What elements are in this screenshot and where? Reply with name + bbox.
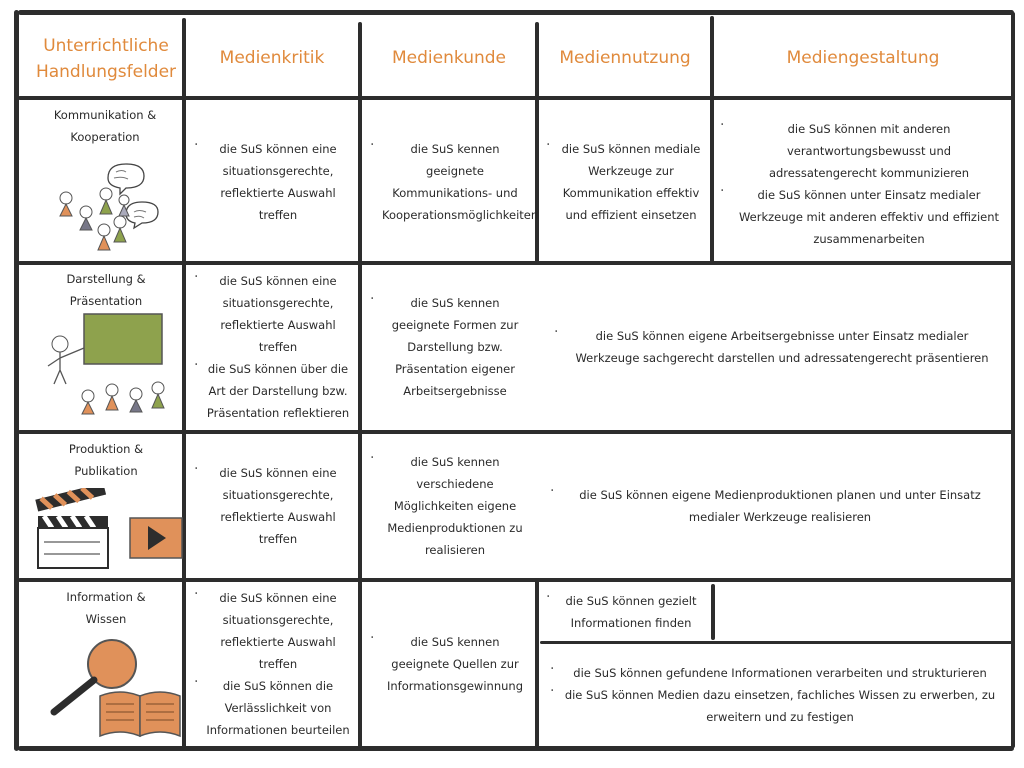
- list-item: · die SuS kennen geeignete Kommunikations- und Kooperationsmöglichkeiten: [366, 138, 532, 226]
- people-chatting-icon: [46, 158, 166, 258]
- grid-line-col3-upper: [535, 22, 539, 264]
- cell-r2-medienkunde: [366, 266, 532, 428]
- header-medienkritik: Medienkritik: [219, 48, 325, 68]
- list-item: · die SuS können eigene Arbeitsergebnisse unter Einsatz medialer Werkzeuge sachgerecht darstellen und adressatengerecht präsentieren: [550, 325, 1002, 369]
- list-item: · die SuS können eine situationsgerechte, reflektierte Auswahl treffen: [190, 587, 354, 675]
- list-item: · die SuS können mit anderen verantwortungsbewusst und adressatengerecht kommunizieren: [716, 118, 1010, 184]
- cell-r2-medienkritik: [190, 266, 354, 428]
- header-mediennutzung: Mediennutzung: [559, 48, 691, 68]
- cell-r1-medienkunde: [366, 104, 539, 260]
- cell-r4-nutzung-gestaltung-bottom: [546, 646, 1002, 744]
- list-item: · die SuS können eine situationsgerechte, reflektierte Auswahl treffen: [190, 462, 354, 550]
- category-produktion: Produktion & Publikation: [68, 442, 144, 478]
- grid-line-col2: [358, 22, 362, 748]
- list-item: · die SuS können gefundene Informationen verarbeiten und strukturieren: [546, 662, 1002, 684]
- list-item: · die SuS können eine situationsgerechte, reflektierte Auswahl treffen: [190, 270, 354, 358]
- header-handlungsfelder: Unterrichtliche Handlungsfelder: [35, 36, 177, 82]
- list-item: · die SuS können mediale Werkzeuge zur Kommunikation effektiv und effizient einsetzen: [542, 138, 708, 226]
- list-item: · die SuS können gezielt Informationen finden: [542, 590, 708, 634]
- grid-line-top: [18, 10, 1014, 15]
- cell-r3-nutzung-gestaltung: [546, 436, 1002, 576]
- list-item: · die SuS können über die Art der Darstellung bzw. Präsentation reflektieren: [190, 358, 354, 424]
- list-item: · die SuS kennen verschiedene Möglichkeiten eigene Medienproduktionen zu realisieren: [366, 451, 532, 561]
- list-item: · die SuS können eine situationsgerechte, reflektierte Auswahl treffen: [190, 138, 354, 226]
- presentation-board-icon: [40, 308, 170, 426]
- grid-line-row2: [18, 430, 1014, 434]
- list-item: · die SuS kennen geeignete Formen zur Darstellung bzw. Präsentation eigener Arbeitsergebnisse: [366, 292, 532, 402]
- competence-grid: [10, 8, 1016, 756]
- cell-r2-nutzung-gestaltung: [550, 266, 1002, 428]
- magnifier-book-icon: [30, 634, 190, 740]
- clapperboard-play-icon: [34, 488, 184, 574]
- header-mediengestaltung: Mediengestaltung: [786, 48, 940, 68]
- category-information: Information & Wissen: [66, 590, 146, 626]
- grid-line-col4: [710, 16, 714, 264]
- list-item: · die SuS können eigene Medienproduktionen planen und unter Einsatz medialer Werkzeuge realisieren: [546, 484, 1002, 528]
- list-item: · die SuS können Medien dazu einsetzen, fachliches Wissen zu erwerben, zu erweitern und zu festigen: [546, 684, 1002, 728]
- grid-line-row4-split: [540, 641, 1014, 644]
- list-item: · die SuS kennen geeignete Quellen zur Informationsgewinnung: [366, 631, 532, 697]
- cell-r1-mediennutzung: [542, 104, 708, 260]
- list-item: · die SuS können unter Einsatz medialer Werkzeuge mit anderen effektiv und effizient zusammenarbeiten: [716, 184, 1010, 250]
- grid-line-row3: [18, 578, 1014, 582]
- grid-line-bottom: [18, 746, 1014, 751]
- cell-r4-medienkritik: [190, 584, 354, 744]
- grid-line-row1: [18, 261, 1014, 265]
- list-item: · die SuS können die Verlässlichkeit von Informationen beurteilen: [190, 675, 354, 741]
- cell-r1-medienkritik: [190, 104, 354, 260]
- cell-r4-mediennutzung-top: [542, 584, 708, 640]
- category-darstellung: Darstellung & Präsentation: [66, 272, 146, 308]
- header-medienkunde: Medienkunde: [392, 48, 506, 68]
- grid-line-right: [1011, 12, 1015, 748]
- category-kommunikation: Kommunikation & Kooperation: [53, 108, 157, 144]
- cell-r1-mediengestaltung: [716, 112, 1010, 256]
- grid-line-col3-lower: [535, 578, 539, 748]
- grid-line-col4-short: [711, 584, 715, 640]
- cell-r4-medienkunde: [366, 584, 532, 744]
- cell-r3-medienkunde: [366, 436, 532, 576]
- grid-line-left: [14, 10, 19, 751]
- cell-r3-medienkritik: [190, 436, 354, 576]
